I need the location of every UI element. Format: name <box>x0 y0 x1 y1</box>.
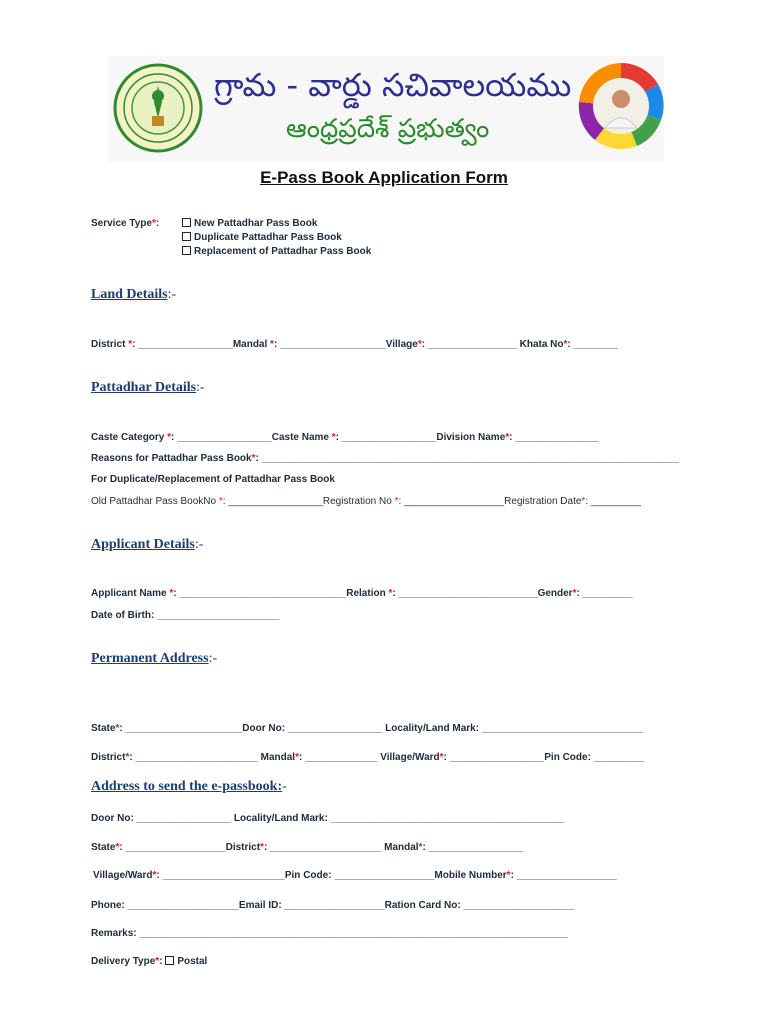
send-row-3[interactable]: Village/Ward*: ______________________Pin Code: __________________Mobile Number*: __________________ <box>93 870 617 881</box>
header-title-telugu: గ్రామ - వార్డు సచివాలయము <box>214 66 572 104</box>
land-details-row[interactable]: District *: _________________Mandal *: ___________________Village*: ________________ Khata No*: ________ <box>91 339 619 350</box>
chief-minister-photo-icon <box>577 62 665 150</box>
permanent-row-2[interactable]: District*: ______________________ Mandal*: _____________ Village/Ward*: _________________Pin Code: _________ <box>91 752 644 763</box>
delivery-type-row[interactable]: Delivery Type*: Postal <box>91 956 208 967</box>
applicant-details-heading: Applicant Details:- <box>91 537 204 552</box>
permanent-address-heading: Permanent Address:- <box>91 651 218 666</box>
andhra-pradesh-emblem-icon <box>112 62 204 154</box>
service-option-duplicate[interactable]: Duplicate Pattadhar Pass Book <box>182 232 342 243</box>
land-details-heading: Land Details:- <box>91 287 177 302</box>
dob-row[interactable]: Date of Birth: ______________________ <box>91 610 280 621</box>
send-address-heading: Address to send the e-passbook:- <box>91 779 287 794</box>
checkbox-icon[interactable] <box>165 956 174 965</box>
pattadhar-details-heading: Pattadhar Details:- <box>91 380 205 395</box>
reasons-row[interactable]: Reasons for Pattadhar Pass Book*: ___________________________________________________________________________ <box>91 453 679 464</box>
checkbox-icon[interactable] <box>182 246 191 255</box>
service-option-replacement[interactable]: Replacement of Pattadhar Pass Book <box>182 246 371 257</box>
applicant-row[interactable]: Applicant Name *: ______________________________Relation *: _________________________Gender*: _________ <box>91 588 633 599</box>
send-row-2[interactable]: State*: __________________District*: ____________________ Mandal*: _________________ <box>91 842 524 853</box>
service-type-label: Service Type*: <box>91 218 160 229</box>
service-option-new[interactable]: New Pattadhar Pass Book <box>182 218 317 229</box>
for-duplicate-note: For Duplicate/Replacement of Pattadhar Pass Book <box>91 474 335 485</box>
send-row-1[interactable]: Door No: _________________ Locality/Land Mark: __________________________________________ <box>91 813 565 824</box>
permanent-row-1[interactable]: State*: _____________________Door No: _________________ Locality/Land Mark: _____________________________ <box>91 723 644 734</box>
caste-row[interactable]: Caste Category *: _________________Caste Name *: _________________Division Name*: _______________ <box>91 432 599 443</box>
checkbox-icon[interactable] <box>182 218 191 227</box>
remarks-row[interactable]: Remarks: _____________________________________________________________________________ <box>91 928 568 939</box>
old-passbook-row[interactable]: Old Pattadhar Pass BookNo *: _________________Registration No *: __________________Registration Date*: _________ <box>91 496 641 507</box>
checkbox-icon[interactable] <box>182 232 191 241</box>
header-subtitle-telugu: ఆంధ్రప్రదేశ్ ప్రభుత్వం <box>286 114 490 144</box>
form-title: E-Pass Book Application Form <box>260 168 508 187</box>
send-row-4[interactable]: Phone: ____________________Email ID: __________________Ration Card No: ____________________ <box>91 900 575 911</box>
